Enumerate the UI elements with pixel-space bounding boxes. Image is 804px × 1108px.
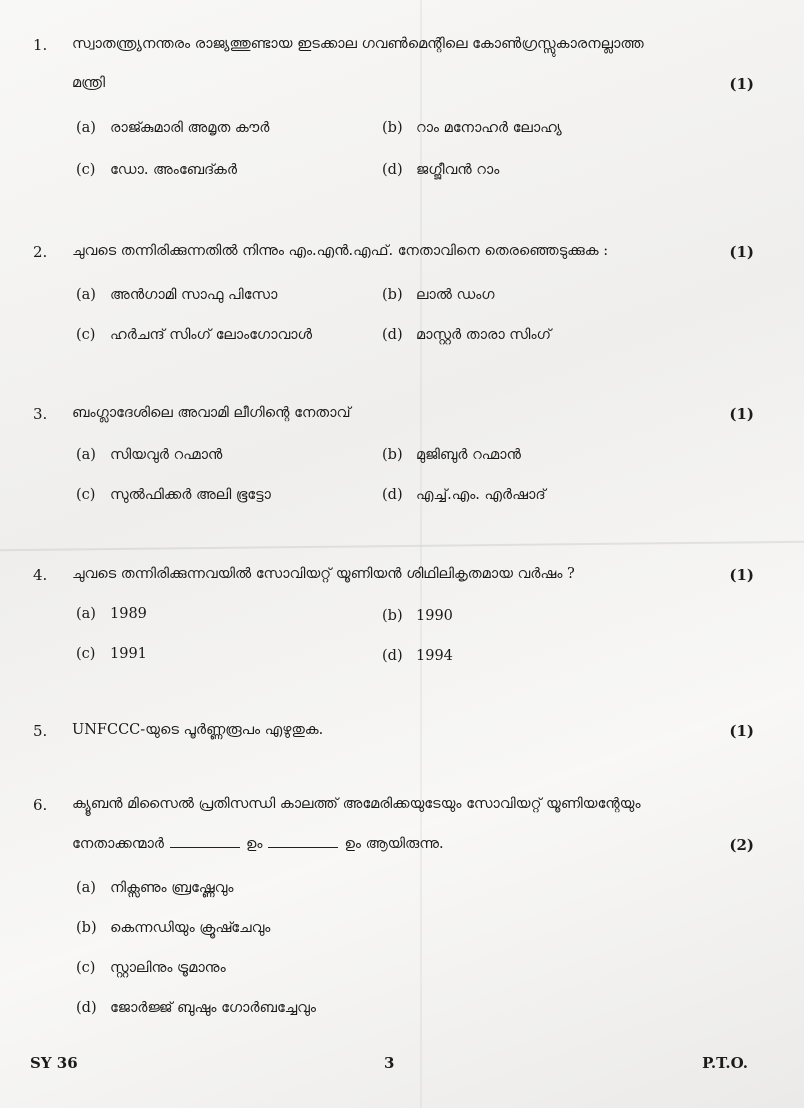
page-number: 3 bbox=[384, 1054, 395, 1072]
answer-blank bbox=[170, 846, 240, 848]
option-d: (d) ജോർജ്ജ് ബുഷും ഗോർബച്ചേവും bbox=[76, 1000, 316, 1016]
question-number: 1. bbox=[33, 36, 48, 54]
question-text: ക്യൂബൻ മിസൈൽ പ്രതിസന്ധി കാലത്ത് അമേരിക്കയുടേയും സോവിയറ്റ് യൂണിയന്റേയും bbox=[72, 796, 641, 812]
option-c: (c) 1991 bbox=[76, 646, 147, 662]
option-d: (d) എച്ച്.എം. എർഷാദ് bbox=[382, 487, 546, 503]
question-text: ബംഗ്ലാദേശിലെ അവാമി ലീഗിന്റെ നേതാവ് bbox=[72, 405, 351, 421]
question-number: 4. bbox=[33, 566, 48, 584]
question-marks: (2) bbox=[729, 836, 754, 854]
question-number: 5. bbox=[33, 722, 48, 740]
question-text-line2: മന്ത്രി bbox=[72, 75, 106, 91]
option-a: (a) നിക്സണും ബ്രഷ്ണേവും bbox=[76, 880, 234, 896]
answer-blank bbox=[268, 846, 338, 848]
option-d: (d) മാസ്റ്റർ താരാ സിംഗ് bbox=[382, 327, 552, 343]
option-d: (d) ജഗ്ജീവൻ റാം bbox=[382, 162, 500, 178]
option-c: (c) ഹർചന്ദ് സിംഗ് ലോംഗോവാൾ bbox=[76, 327, 313, 343]
question-text: സ്വാതന്ത്ര്യനന്തരം രാജ്യത്തുണ്ടായ ഇടക്കാല ഗവൺമെന്റിലെ കോൺഗ്രസ്സുകാരനല്ലാത്ത bbox=[72, 36, 644, 52]
question-marks: (1) bbox=[729, 566, 754, 584]
option-b: (b) റാം മനോഹർ ലോഹ്യ bbox=[382, 120, 562, 136]
question-number: 2. bbox=[33, 243, 48, 261]
pto-label: P.T.O. bbox=[702, 1054, 748, 1072]
option-b: (b) മുജിബുർ റഹ്മാൻ bbox=[382, 447, 521, 463]
option-a: (a) രാജ്കുമാരി അമൃത കൗർ bbox=[76, 120, 270, 136]
question-number: 3. bbox=[33, 405, 48, 423]
question-text: ചുവടെ തന്നിരിക്കുന്നവയിൽ സോവിയറ്റ് യൂണിയൻ ശിഥിലികൃതമായ വർഷം ? bbox=[72, 566, 575, 582]
paper-code: SY 36 bbox=[30, 1054, 78, 1072]
question-text: UNFCCC-യുടെ പൂർണ്ണരൂപം എഴുതുക. bbox=[72, 722, 324, 738]
question-number: 6. bbox=[33, 796, 48, 814]
option-d: (d) 1994 bbox=[382, 648, 453, 664]
option-a: (a) സിയവുർ റഹ്മാൻ bbox=[76, 447, 223, 463]
option-c: (c) ഡോ. അംബേദ്കർ bbox=[76, 162, 237, 178]
option-b: (b) കെന്നഡിയും ക്രൂഷ്ചേവും bbox=[76, 920, 271, 936]
question-marks: (1) bbox=[729, 75, 754, 93]
question-text-line2: നേതാക്കന്മാർ ഉം ഉം ആയിരുന്നു. bbox=[72, 836, 444, 852]
question-marks: (1) bbox=[729, 722, 754, 740]
option-a: (a) അൻഗാമി സാഫു പിസോ bbox=[76, 287, 278, 303]
question-marks: (1) bbox=[729, 243, 754, 261]
option-c: (c) സ്റ്റാലിനും ട്രൂമാനും bbox=[76, 960, 226, 976]
question-marks: (1) bbox=[729, 405, 754, 423]
option-c: (c) സുൽഫിക്കർ അലി ഭൂട്ടോ bbox=[76, 487, 271, 503]
option-b: (b) ലാൽ ഡംഗ bbox=[382, 287, 495, 303]
question-text: ചുവടെ തന്നിരിക്കുന്നതിൽ നിന്നും എം.എൻ.എഫ്. നേതാവിനെ തെരഞ്ഞെടുക്കുക : bbox=[72, 243, 609, 259]
option-b: (b) 1990 bbox=[382, 608, 453, 624]
paper-crease bbox=[0, 541, 804, 551]
option-a: (a) 1989 bbox=[76, 606, 147, 622]
